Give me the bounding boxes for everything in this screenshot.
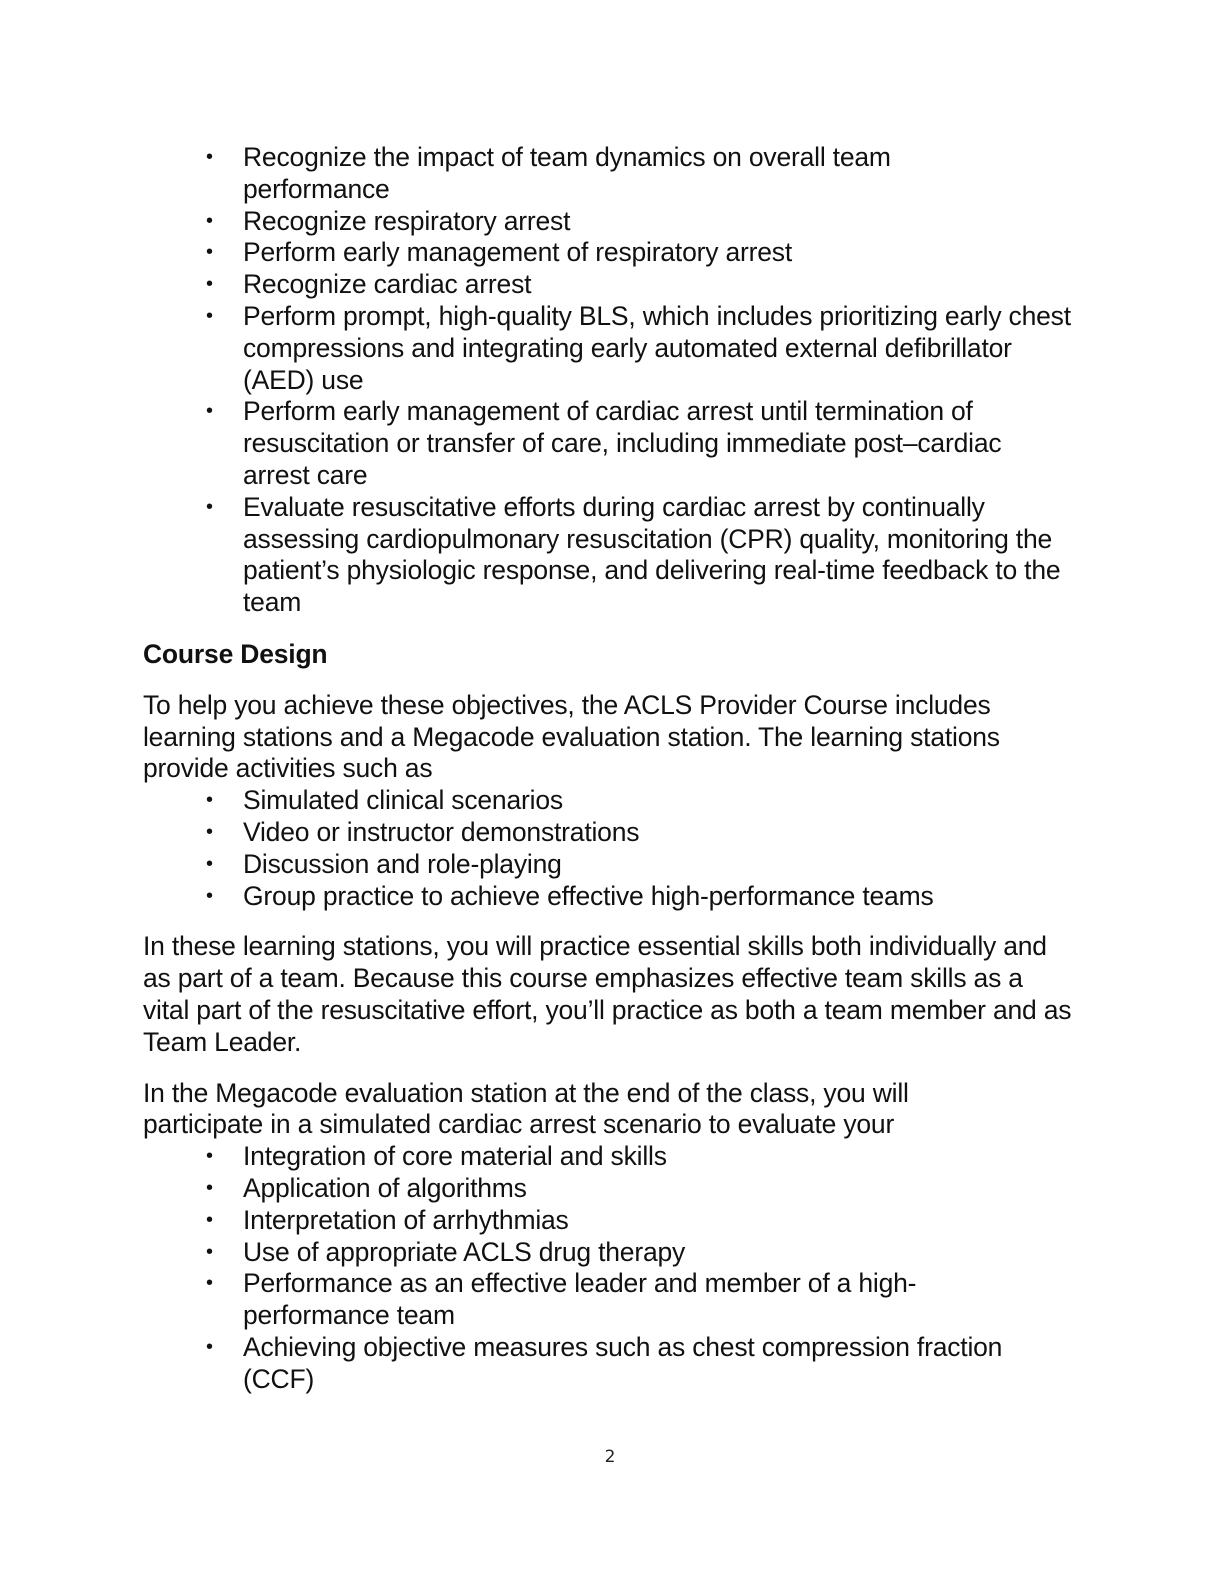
bullet-icon: •	[206, 304, 213, 327]
bullet-icon: •	[206, 884, 213, 907]
list-item-text: Application of algorithms	[243, 1172, 527, 1203]
list-item-text: Interpretation of arrhythmias	[243, 1204, 569, 1235]
bullet-icon: •	[206, 1272, 213, 1295]
list-item	[143, 1332, 1073, 1396]
bullet-icon: •	[206, 1240, 213, 1263]
list-item	[143, 785, 1073, 817]
evaluation-list	[143, 1141, 1073, 1395]
list-item	[143, 269, 1073, 301]
bullet-icon: •	[206, 400, 213, 423]
megacode-intro: In the Megacode evaluation station at the end of the class, you will participate in a simulated cardiac arrest scenario to evaluate your	[143, 1077, 909, 1140]
list-item-text: Perform prompt, high-quality BLS, which includes prioritizing early chest compressions and integrating early automated external defibrillator (AED) use	[243, 300, 1071, 395]
course-design-intro: To help you achieve these objectives, the ACLS Provider Course includes learning stations and a Megacode evaluation station. The learning stations provide activities such as	[143, 689, 1000, 784]
list-item-text: Discussion and role-playing	[243, 848, 562, 879]
list-item	[143, 142, 943, 206]
list-item-text: Perform early management of respiratory arrest	[243, 237, 792, 268]
list-item	[143, 1205, 1073, 1237]
bullet-icon: •	[206, 273, 213, 296]
bullet-icon: •	[206, 1176, 213, 1199]
bullet-icon: •	[206, 241, 213, 264]
list-item-text: Recognize the impact of team dynamics on overall team performance	[243, 142, 891, 204]
list-item	[143, 492, 1073, 619]
bullet-icon: •	[206, 495, 213, 518]
bullet-icon: •	[206, 146, 213, 168]
list-item-text: Use of appropriate ACLS drug therapy	[243, 1236, 686, 1267]
section-heading: Course Design	[143, 638, 328, 669]
list-item	[143, 301, 1073, 396]
bullet-icon: •	[206, 209, 213, 232]
list-item	[143, 849, 1073, 881]
list-item	[143, 1268, 983, 1332]
bullet-icon: •	[206, 820, 213, 843]
list-item	[143, 237, 1073, 269]
bullet-icon: •	[206, 1145, 213, 1168]
list-item	[143, 206, 1073, 238]
page-content	[143, 142, 1073, 1395]
list-item-text: Perform early management of cardiac arrest until termination of resuscitation or transfer of care, including immediate post–cardiac arrest care	[243, 396, 1002, 490]
list-item-text: Integration of core material and skills	[243, 1141, 667, 1172]
list-item-text: Evaluate resuscitative efforts during cardiac arrest by continually assessing cardiopulmonary resuscitation (CPR) quality, monitoring the patient’s physiologic response, and delivering real-time feedback to the team	[243, 491, 1061, 618]
list-item-text: Group practice to achieve effective high-performance teams	[243, 880, 934, 911]
list-item-text: Performance as an effective leader and member of a high-performance team	[243, 1268, 917, 1331]
bullet-icon: •	[206, 789, 213, 812]
list-item	[143, 881, 1073, 913]
list-item-text: Recognize cardiac arrest	[243, 269, 532, 300]
list-item	[143, 1237, 1073, 1269]
list-item	[143, 1141, 1073, 1173]
list-item-text: Simulated clinical scenarios	[243, 785, 563, 816]
list-item-text: Achieving objective measures such as chest compression fraction (CCF)	[243, 1331, 1003, 1394]
learning-stations-paragraph: In these learning stations, you will practice essential skills both individually and as part of a team. Because this course emphasizes effective team skills as a vital part of the resuscitative effort, you’ll practice as both a team member and as Team Leader.	[143, 931, 1072, 1057]
bullet-icon: •	[206, 852, 213, 875]
list-item	[143, 817, 1073, 849]
activities-list	[143, 785, 1073, 912]
bullet-icon: •	[206, 1208, 213, 1231]
objectives-list	[143, 142, 1073, 619]
list-item-text: Recognize respiratory arrest	[243, 205, 571, 236]
list-item	[143, 396, 1073, 491]
list-item	[143, 1173, 1073, 1205]
list-item-text: Video or instructor demonstrations	[243, 816, 640, 847]
bullet-icon: •	[206, 1335, 213, 1358]
page-number: 2	[604, 1447, 616, 1467]
